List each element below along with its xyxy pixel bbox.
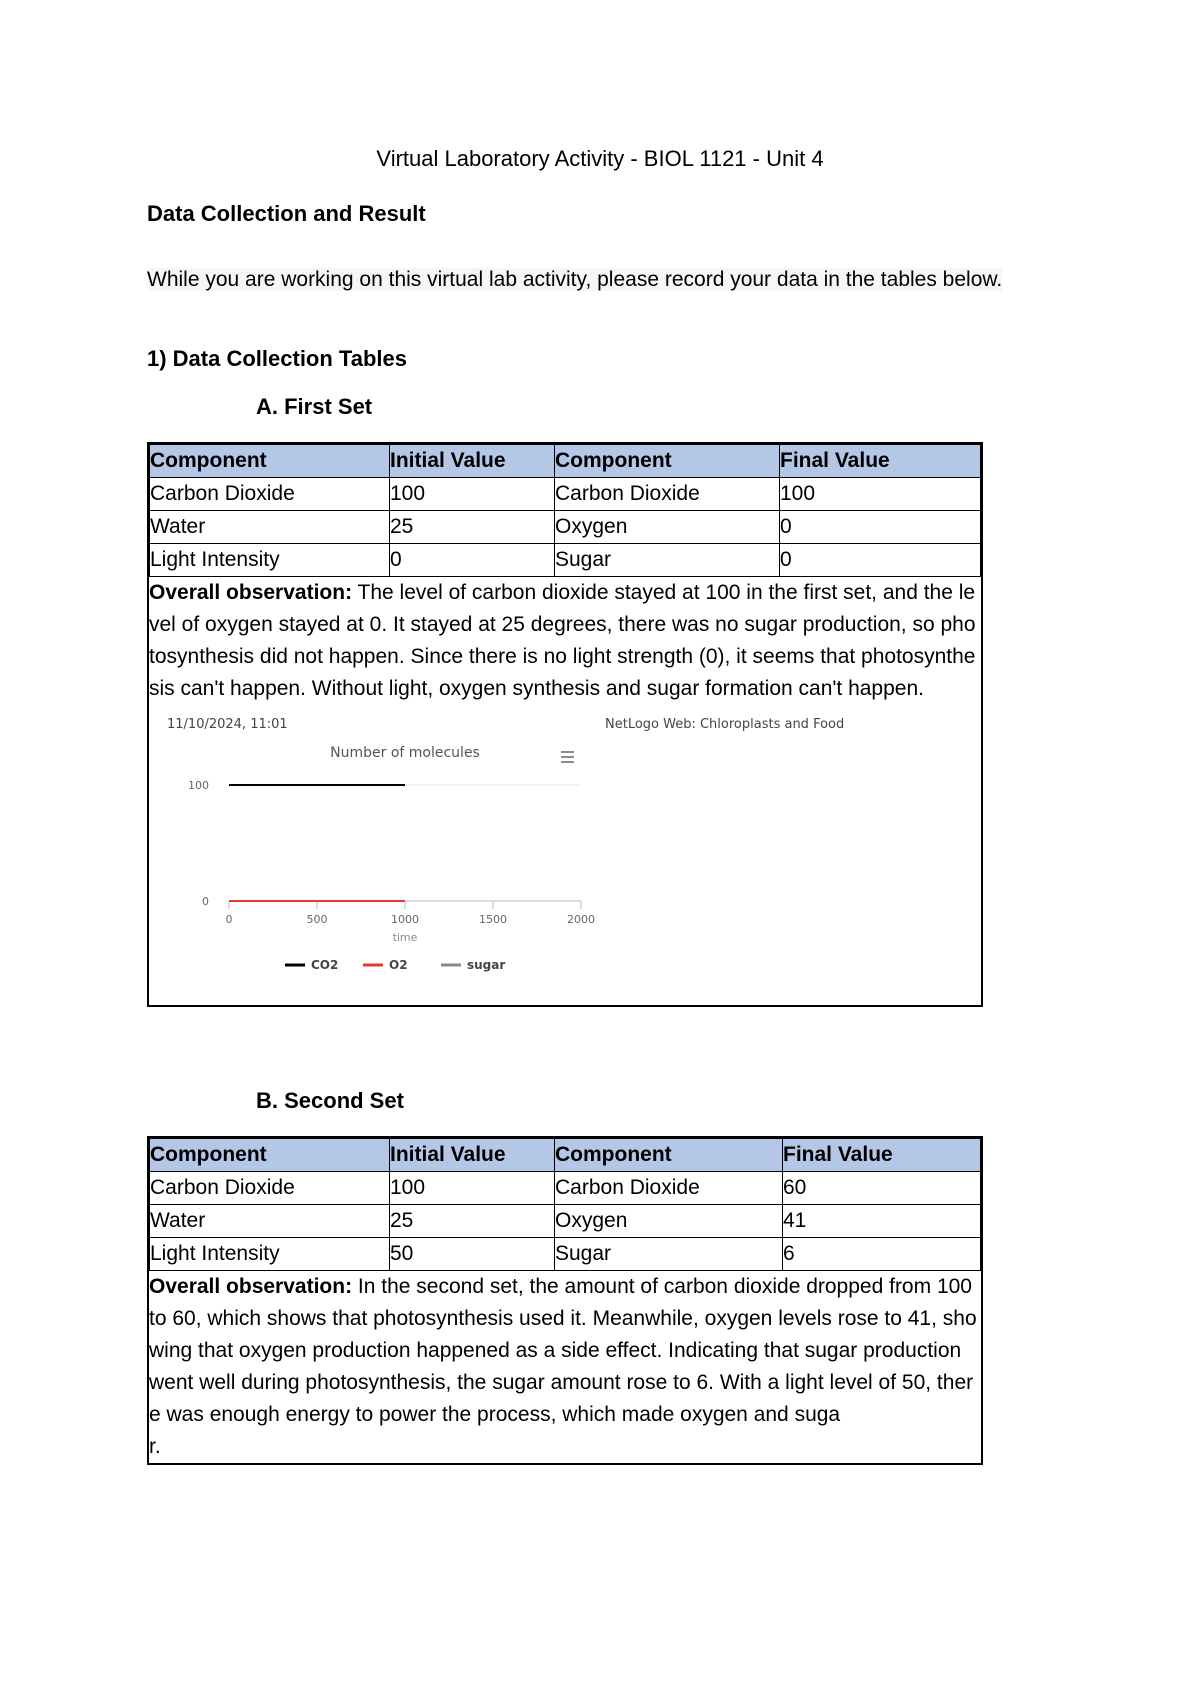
- page-title: Virtual Laboratory Activity - BIOL 1121 - Unit 4: [376, 146, 824, 171]
- header-cell: Final Value: [780, 445, 981, 478]
- table-header-row: [150, 1139, 981, 1172]
- table-header-row: [150, 445, 981, 478]
- header-cell: Component: [150, 1139, 390, 1172]
- observation-label: Overall observation:: [149, 1275, 353, 1298]
- table-cell: Oxygen: [555, 1205, 783, 1238]
- table-cell: Carbon Dioxide: [555, 1172, 783, 1205]
- observation-label: Overall observation:: [149, 581, 353, 604]
- second-set-label: B. Second Set: [256, 1088, 404, 1113]
- table-cell: 25: [390, 1205, 555, 1238]
- header-cell: Component: [150, 445, 390, 478]
- table-cell: 100: [390, 1172, 555, 1205]
- table-cell: Light Intensity: [150, 544, 390, 577]
- chart-title: Number of molecules: [330, 745, 480, 761]
- observation-text: The level of carbon dioxide stayed at 100 in the first set, and the level of oxygen stayed at 0. It stayed at 25 degrees, there was no sugar production, so photosynthesis did not happen. Since there is no light strength (0), it seems that photosynthesis can't happen. Without light, oxygen synthesis and sugar formation can't happen.: [149, 581, 976, 700]
- y-tick-label: 0: [202, 895, 209, 908]
- table-cell: Water: [150, 1205, 390, 1238]
- table-cell: 100: [390, 478, 555, 511]
- x-tick-label: 1000: [391, 913, 419, 926]
- table-cell: 6: [783, 1238, 981, 1271]
- tables-heading: 1) Data Collection Tables: [147, 346, 407, 371]
- header-cell: Component: [555, 445, 780, 478]
- header-cell: Component: [555, 1139, 783, 1172]
- table-cell: 41: [783, 1205, 981, 1238]
- x-tick-label: 2000: [567, 913, 595, 926]
- molecules-chart: [149, 705, 981, 1005]
- table-cell: Carbon Dioxide: [555, 478, 780, 511]
- x-axis-label: time: [392, 931, 418, 944]
- table-cell: Light Intensity: [150, 1238, 390, 1271]
- second-set-table: [149, 1138, 981, 1271]
- x-tick-label: 500: [306, 913, 328, 926]
- table-cell: Sugar: [555, 1238, 783, 1271]
- table-row: [150, 544, 981, 577]
- table-cell: 0: [780, 511, 981, 544]
- first-set-box: [147, 442, 983, 1007]
- header-cell: Final Value: [783, 1139, 981, 1172]
- table-cell: Oxygen: [555, 511, 780, 544]
- screenshot-timestamp: 11/10/2024, 11:01: [167, 717, 288, 732]
- netlogo-screenshot: [149, 705, 981, 1005]
- observation-text: In the second set, the amount of carbon dioxide dropped from 100 to 60, which shows that photosynthesis used it. Meanwhile, oxygen levels rose to 41, showing that oxygen production happened as a side effect. Indicating that sugar production went well during photosynthesis, the sugar amount rose to 6. With a light level of 50, there was enough energy to power the process, which made oxygen and suga r.: [149, 1275, 977, 1458]
- section-heading: Data Collection and Result: [147, 201, 426, 226]
- table-cell: 0: [780, 544, 981, 577]
- header-cell: Initial Value: [390, 1139, 555, 1172]
- table-cell: Carbon Dioxide: [150, 1172, 390, 1205]
- table-cell: 25: [390, 511, 555, 544]
- table-cell: Sugar: [555, 544, 780, 577]
- legend-label-o2: O2: [389, 958, 408, 972]
- table-row: [150, 1205, 981, 1238]
- hamburger-menu-icon[interactable]: [561, 752, 574, 762]
- table-cell: 100: [780, 478, 981, 511]
- header-cell: Initial Value: [390, 445, 555, 478]
- first-set-table: [149, 444, 981, 577]
- legend-label-co2: CO2: [311, 958, 339, 972]
- intro-paragraph: [147, 263, 1052, 296]
- y-tick-label: 100: [188, 779, 209, 792]
- table-cell: Water: [150, 511, 390, 544]
- table-row: [150, 1238, 981, 1271]
- table-cell: Carbon Dioxide: [150, 478, 390, 511]
- table-cell: 60: [783, 1172, 981, 1205]
- second-set-box: [147, 1136, 983, 1465]
- intro-text: While you are working on this virtual lab activity, please record your data in the tables below.: [147, 268, 1003, 291]
- x-tick-label: 1500: [479, 913, 507, 926]
- table-cell: 50: [390, 1238, 555, 1271]
- second-set-observation: [149, 1271, 981, 1463]
- x-tick-label: 0: [225, 913, 233, 926]
- screenshot-source: NetLogo Web: Chloroplasts and Food: [605, 717, 845, 732]
- table-row: [150, 478, 981, 511]
- first-set-observation: [149, 577, 981, 705]
- legend-label-sugar: sugar: [467, 958, 506, 972]
- table-cell: 0: [390, 544, 555, 577]
- first-set-label: A. First Set: [256, 394, 373, 419]
- table-row: [150, 1172, 981, 1205]
- table-row: [150, 511, 981, 544]
